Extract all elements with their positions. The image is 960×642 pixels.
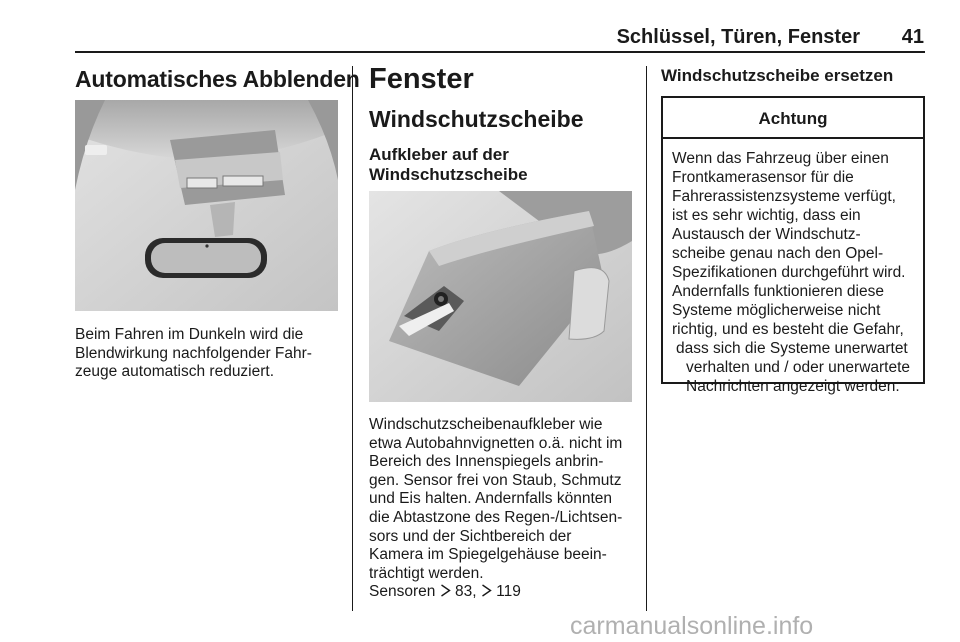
warning-title: Achtung [663, 98, 923, 139]
page-header-title: Schlüssel, Türen, Fenster [616, 26, 860, 48]
page-number: 41 [901, 26, 924, 48]
mirror-photo [75, 100, 338, 311]
section-heading-auto-dimming: Automatisches Abblenden [75, 66, 360, 92]
windshield-sensor-photo [369, 191, 632, 402]
warning-text: Wenn das Fahrzeug über einen Frontkamerasensor für die Fahrerassistenzsysteme verfügt, ist es sehr wichtig, dass ein Austausch der Windschutz- scheibe genau nach den Opel- Spezifikationen durchgeführt wird. Andernfalls funktionieren diese Systeme möglicherweise nicht richtig, und es besteht die Gefahr, dass sich die Systeme unerwartet verhalten und / oder unerwartete Nachrichten angezeigt werden. [672, 150, 911, 395]
header-rule [75, 51, 925, 53]
crossref-page-119[interactable]: 119 [496, 583, 521, 600]
replace-windshield-heading: Windschutzscheibe ersetzen [661, 66, 894, 85]
watermark: carmanualsonline.info [570, 612, 814, 640]
column-divider-right [646, 66, 647, 611]
crossref-arrow-icon [440, 584, 451, 597]
sensor-crossref[interactable]: Sensoren 83, 119 [369, 583, 521, 600]
subsection-title: Windschutzscheibe [369, 106, 584, 132]
warning-box [661, 96, 925, 395]
crossref-page-83[interactable]: 83 [454, 583, 473, 600]
sticker-subheading: Aufkleber auf der Windschutzscheibe [369, 145, 528, 184]
chapter-title: Fenster [369, 63, 474, 95]
sticker-text: Windschutzscheibenaufkleber wie etwa Autobahnvignetten o.ä. nicht im Bereich des Innenspiegels anbrin- gen. Sensor frei von Staub, Schmutz und Eis halten. Andernfalls könnten die Abtastzone des Regen-/Lichtsen- sors und der Sichtbereich der Kamera im Spiegelgehäuse beein- trächtigt werden. [369, 416, 623, 582]
auto-dimming-text: Beim Fahren im Dunkeln wird die Blendwirkung nachfolgender Fahr- zeuge automatisch reduziert. [75, 326, 312, 381]
crossref-arrow-icon [481, 584, 492, 597]
column-divider-left [352, 66, 353, 611]
